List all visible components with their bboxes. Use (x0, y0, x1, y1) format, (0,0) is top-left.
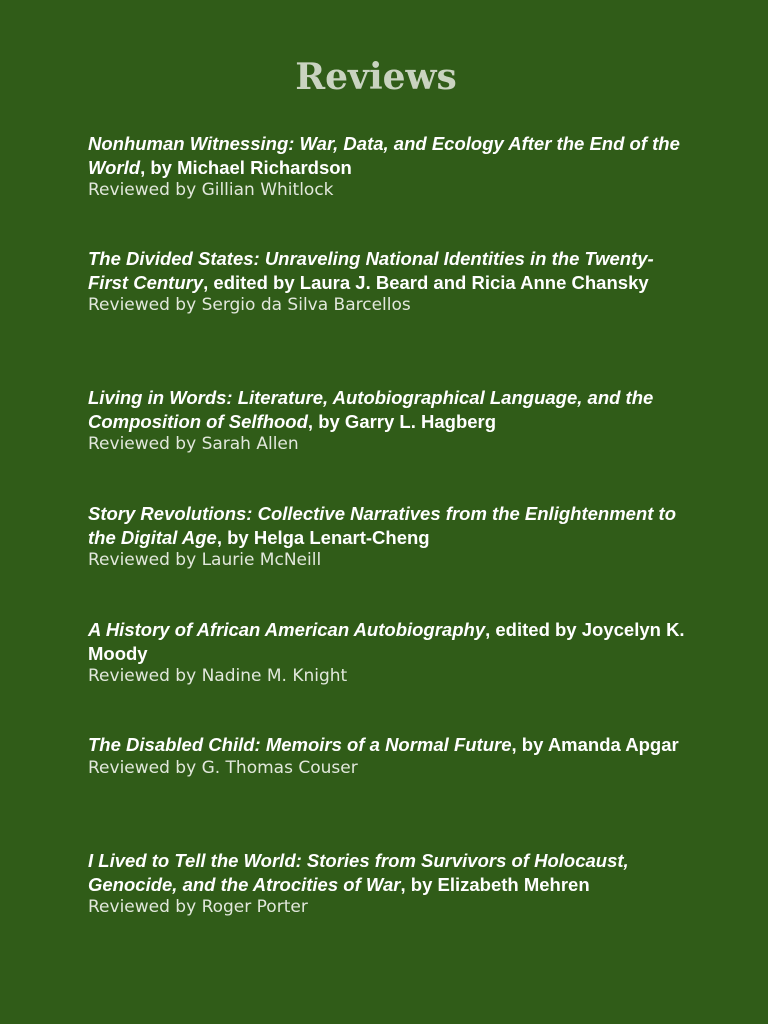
book-title: Nonhuman Witnessing: War, Data, and Ecology After the End of the World (88, 133, 680, 178)
review-item (88, 132, 688, 203)
review-item (88, 849, 688, 920)
book-title: I Lived to Tell the World: Stories from Survivors of Holocaust, Genocide, and the Atrocities of War (88, 850, 629, 895)
review-item (88, 733, 688, 780)
book-citation (88, 733, 688, 757)
book-byline: , edited by Joycelyn K. Moody (88, 619, 685, 664)
book-citation (88, 618, 688, 665)
book-byline: , by Michael Richardson (140, 156, 352, 178)
reviewer: Reviewed by Roger Porter (88, 897, 308, 917)
book-citation (88, 849, 688, 896)
book-byline: , by Amanda Apgar (511, 734, 679, 755)
book-title: The Disabled Child: Memoirs of a Normal Future (88, 734, 512, 755)
review-item (88, 618, 688, 689)
book-title: Living in Words: Literature, Autobiographical Language, and the Composition of Selfhood (88, 387, 654, 432)
reviewer: Reviewed by Sergio da Silva Barcellos (88, 295, 411, 315)
reviewer: Reviewed by Sarah Allen (88, 434, 299, 454)
book-byline: , edited by Laura J. Beard and Ricia Anne Chansky (203, 271, 649, 293)
book-title: The Divided States: Unraveling National Identities in the Twenty-First Century (88, 248, 654, 293)
reviewer: Reviewed by Gillian Whitlock (88, 180, 334, 200)
book-byline: , by Elizabeth Mehren (400, 873, 590, 895)
book-byline: , by Garry L. Hagberg (307, 410, 497, 432)
reviewer: Reviewed by Nadine M. Knight (88, 666, 348, 686)
book-title: A History of African American Autobiography (88, 619, 486, 640)
book-byline: , by Helga Lenart-Cheng (216, 526, 430, 548)
book-citation (88, 132, 688, 179)
book-title: Story Revolutions: Collective Narratives from the Enlightenment to the Digital Age (88, 503, 676, 548)
review-item (88, 386, 688, 457)
reviewer: Reviewed by G. Thomas Couser (88, 757, 358, 778)
page-title: Reviews (295, 56, 457, 98)
book-citation (88, 502, 688, 549)
reviewer: Reviewed by Laurie McNeill (88, 550, 322, 570)
review-item (88, 502, 688, 573)
book-citation (88, 386, 688, 433)
review-item (88, 247, 688, 318)
book-citation (88, 247, 688, 294)
